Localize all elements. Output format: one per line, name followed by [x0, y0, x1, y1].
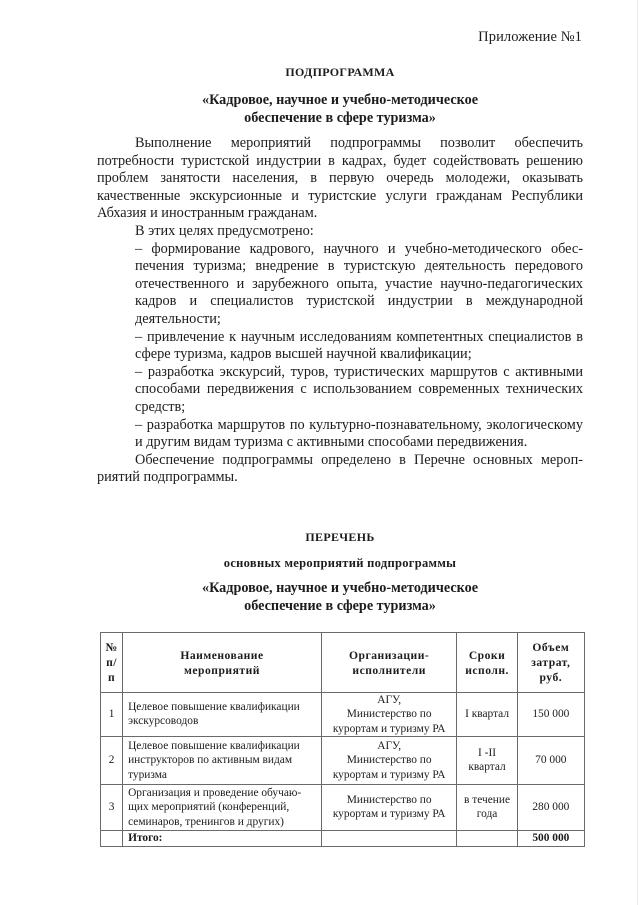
- list-title: [97, 580, 583, 615]
- cell-cost: 150 000: [517, 693, 584, 737]
- bullet-item: – разработка маршрутов по культурно-познавательному, экологическому и другим видам туризма с активными способами передвижения.: [135, 416, 583, 451]
- cell-num: 1: [101, 693, 123, 737]
- header-num: № п/п: [101, 633, 123, 693]
- list-title-line-2: обеспечение в сфере туризма»: [244, 597, 436, 614]
- cell-org: АГУ, Министерство по курортам и туризму РА: [321, 693, 457, 737]
- purpose-lead: В этих целях предусмотрено:: [135, 222, 314, 239]
- list-title-line-1: «Кадровое, научное и учебно-методическое: [201, 580, 479, 596]
- cell-org-empty: [321, 830, 457, 846]
- cell-num: 3: [101, 784, 123, 830]
- total-label: Итого:: [123, 830, 322, 846]
- cell-term-empty: [457, 830, 517, 846]
- list-subheading: основных мероприятий подпрограммы: [223, 556, 457, 570]
- cell-term: I -II квартал: [457, 736, 517, 784]
- list-heading: ПЕРЕЧЕНЬ: [305, 530, 375, 544]
- cell-term: в течение года: [457, 784, 517, 830]
- closing-paragraph: Обеспечение подпрограммы определено в Перечне основных мероприятий подпрограммы.: [97, 451, 583, 486]
- cell-name: Целевое повышение квалификации инструкторов по активным видам туризма: [123, 736, 322, 784]
- table-total-row: [101, 830, 585, 846]
- bullet-item: – разработка экскурсий, туров, туристических маршрутов с активными способами передвижения с использованием современных технических средств;: [135, 363, 583, 415]
- cell-org: АГУ, Министерство по курортам и туризму РА: [321, 736, 457, 784]
- header-cost: Объем затрат, руб.: [517, 633, 584, 693]
- header-name: Наименование мероприятий: [123, 633, 322, 693]
- header-term: Сроки исполн.: [457, 633, 517, 693]
- subprogram-title-line-1: «Кадровое, научное и учебно-методическое: [201, 92, 479, 108]
- scan-page-edge: [637, 0, 638, 905]
- table-row: [101, 784, 585, 830]
- cell-term: I квартал: [457, 693, 517, 737]
- cell-num-empty: [101, 830, 123, 846]
- cell-cost: 280 000: [517, 784, 584, 830]
- subprogram-heading: ПОДПРОГРАММА: [285, 65, 395, 79]
- cell-num: 2: [101, 736, 123, 784]
- body-text: [97, 135, 583, 487]
- header-org: Организации- исполнители: [321, 633, 457, 693]
- cell-name: Организация и проведение обучающих мероприятий (конференций, семинаров, тренингов и других): [123, 784, 322, 830]
- subprogram-title: [97, 92, 583, 127]
- subprogram-title-line-2: обеспечение в сфере туризма»: [244, 109, 436, 126]
- table-header-row: [101, 633, 585, 693]
- table-row: [101, 736, 585, 784]
- table-row: [101, 693, 585, 737]
- measures-table: [100, 632, 585, 847]
- bullet-item: – привлечение к научным исследованиям компетентных специалистов в сфере туризма, кадров высшей научной квалификации;: [135, 328, 583, 363]
- cell-name: Целевое повышение квалификации экскурсоводов: [123, 693, 322, 737]
- cell-org: Министерство по курортам и туризму РА: [321, 784, 457, 830]
- cell-cost: 70 000: [517, 736, 584, 784]
- intro-paragraph: Выполнение мероприятий подпрограммы позволит обеспечить потребности туристской индустрии в кадрах, будет содействовать решению проблем занятости населения, в первую очередь молодежи, оказывать качественные экскурсионные и туристские услуги гражданам Республики Абхазия и иностранным гражданам.: [97, 135, 583, 222]
- bullet-item: – формирование кадрового, научного и учебно-методического обеспечения туризма; внедрение в туристскую деятельность передового отечественного и зарубежного опыта, участие научно-педагогических кадров и специалистов туристской индустрии в международной деятельности;: [135, 240, 583, 327]
- appendix-label: Приложение №1: [478, 29, 582, 45]
- total-cost: 500 000: [517, 830, 584, 846]
